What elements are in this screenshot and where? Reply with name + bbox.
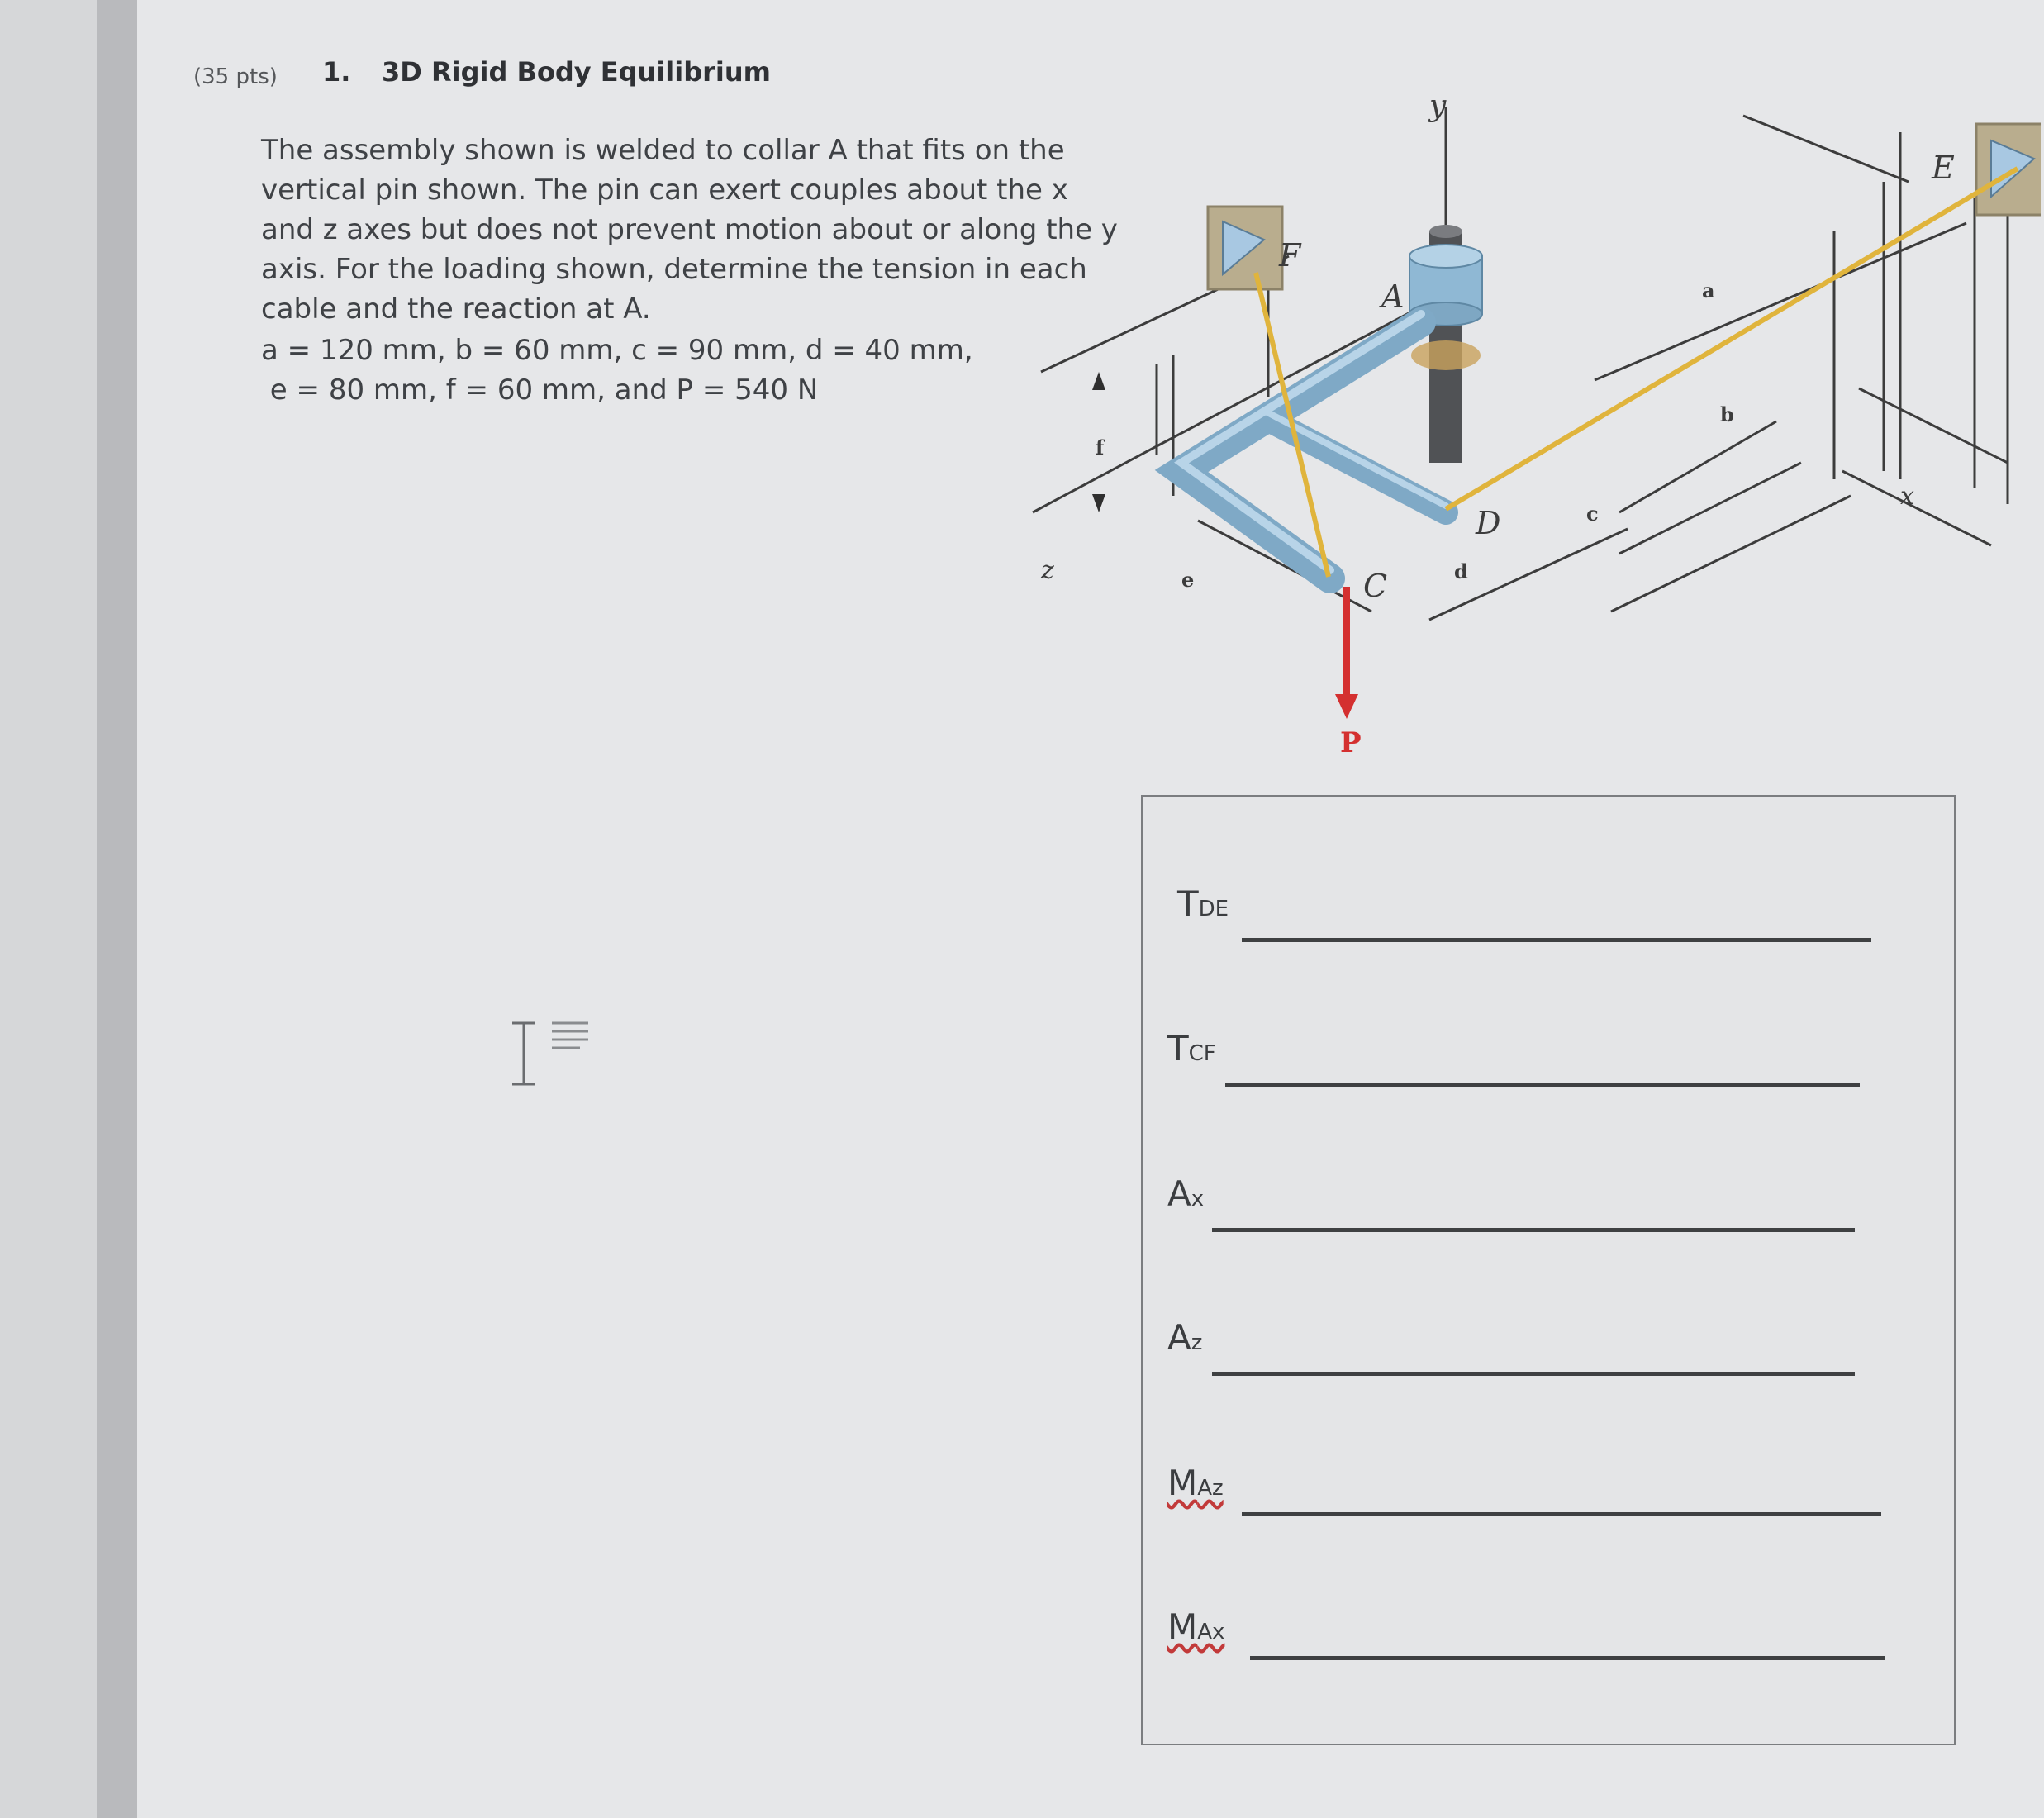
label-D: D (1476, 505, 1501, 541)
label-c: c (1586, 502, 1599, 526)
dimension-arrow (1092, 372, 1105, 390)
problem-text-line: and z axes but does not prevent motion about or along the y (261, 213, 1118, 246)
label-b: b (1720, 402, 1734, 426)
answer-line-tcf[interactable] (1225, 1083, 1860, 1087)
answer-label-ax: Ax (1167, 1173, 1205, 1214)
answer-label-az: Az (1167, 1317, 1203, 1358)
dimension-line (1842, 471, 1991, 545)
dimension-arrow (1092, 494, 1105, 512)
text-cursor-icon (506, 1016, 597, 1091)
label-z: z (1041, 556, 1054, 585)
left-margin-bar (0, 0, 97, 1818)
label-e: e (1181, 568, 1195, 592)
load-P-arrowhead (1335, 694, 1358, 719)
pipe-assembly (1181, 322, 1446, 578)
z-axis-line (1033, 446, 1157, 512)
question-number: 1. (322, 56, 351, 88)
answer-label-maz: MAz (1167, 1463, 1224, 1503)
dimension-line (1859, 388, 2008, 463)
points-label: (35 pts) (193, 64, 278, 89)
problem-text-line: cable and the reaction at A. (261, 293, 651, 326)
bracket-F (1208, 207, 1282, 289)
answer-line-az[interactable] (1212, 1372, 1855, 1376)
question-title: 3D Rigid Body Equilibrium (382, 56, 772, 88)
label-C: C (1363, 568, 1388, 604)
dimension-line (1595, 223, 1966, 380)
label-y: y (1429, 89, 1447, 123)
answer-line-max[interactable] (1250, 1656, 1885, 1660)
problem-text-line: vertical pin shown. The pin can exert couples about the x (261, 174, 1068, 207)
assembly-diagram (1016, 83, 2041, 769)
label-a: a (1702, 278, 1715, 302)
answer-label-max: MAx (1167, 1606, 1225, 1647)
problem-text-line: a = 120 mm, b = 60 mm, c = 90 mm, d = 40 mm, (261, 334, 973, 367)
collar-A (1409, 245, 1482, 370)
window-edge-strip (97, 0, 137, 1818)
problem-text-line: axis. For the loading shown, determine the tension in each (261, 253, 1087, 286)
dimension-line (1611, 496, 1851, 612)
problem-text-line: The assembly shown is welded to collar A that fits on the (261, 134, 1065, 167)
label-P: P (1340, 726, 1362, 759)
label-F: F (1279, 237, 1301, 274)
dimension-line (1619, 421, 1776, 512)
label-f: f (1096, 435, 1105, 459)
dimension-line (1743, 116, 1909, 182)
dimension-line (1619, 463, 1801, 554)
answer-line-tde[interactable] (1242, 938, 1871, 942)
problem-text-line: e = 80 mm, f = 60 mm, and P = 540 N (261, 374, 819, 407)
answer-label-tcf: TCF (1167, 1028, 1216, 1068)
answer-line-ax[interactable] (1212, 1228, 1855, 1232)
cable-DE (1446, 169, 2018, 509)
label-d: d (1454, 559, 1468, 583)
answer-line-maz[interactable] (1242, 1512, 1881, 1516)
answer-label-tde: TDE (1177, 883, 1229, 924)
label-A: A (1381, 278, 1405, 315)
answer-box (1141, 795, 1956, 1745)
label-x: x (1900, 482, 1914, 511)
bracket-E (1976, 124, 2041, 215)
label-E: E (1932, 150, 1955, 186)
